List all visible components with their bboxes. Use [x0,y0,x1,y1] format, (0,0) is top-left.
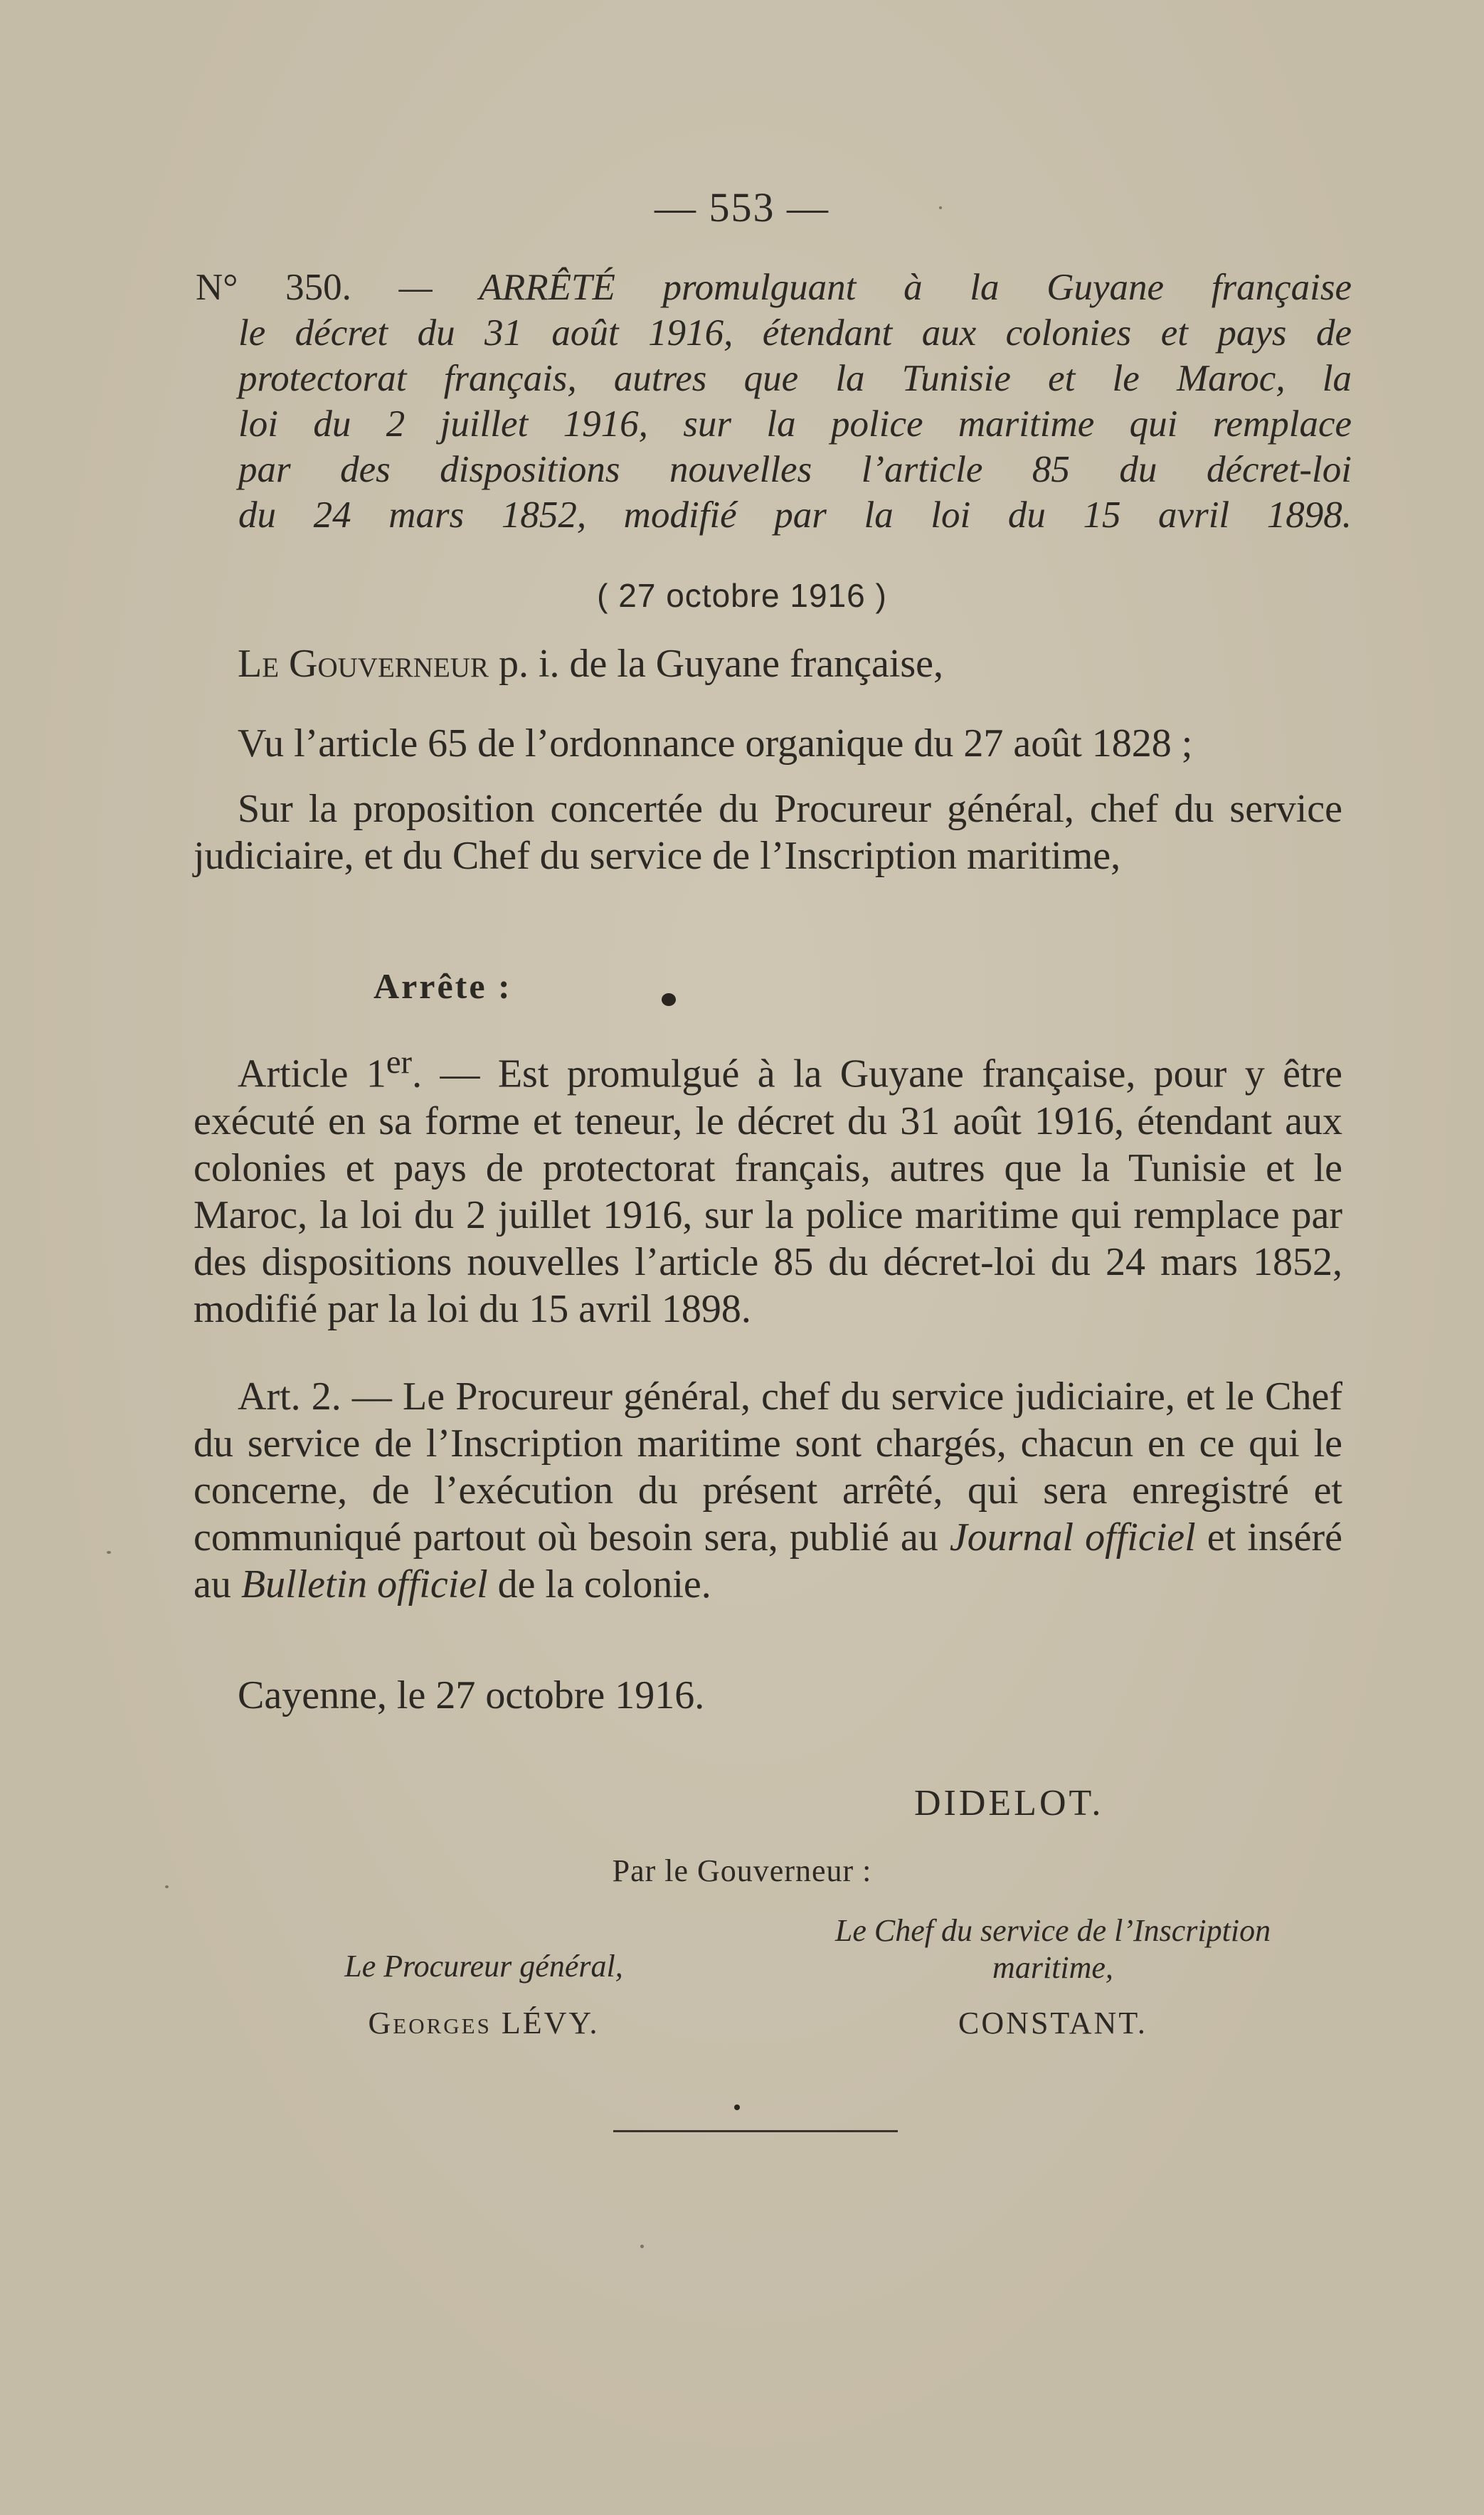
article-1: Article 1er. — Est promulgué à la Guyane française, pour y être exécuté en sa forme et teneur, le décret du 31 août 1916, étendant aux colonies et pays de protectorat français, autres que la Tunisie et le Maroc, la loi du 2 juillet 1916, sur la police maritime qui remplace par des dispositions nouvelles l’article 85 du décret-loi du 24 mars 1852, modifié par la loi du 15 avril 1898. [194,1044,1342,1331]
paper-speck [939,206,942,209]
title-line-1: N° 350. — ARRÊTÉ promulguant à la Guyane française [196,267,1352,308]
paper-speck [640,2245,644,2248]
title-line-4: loi du 2 juillet 1916, sur la police maritime qui remplace [238,403,1352,445]
paper-speck [165,1885,169,1888]
sur-paragraph: Sur la proposition concertée du Procureur général, chef du service judiciaire, et du Chef du service de l’Inscription maritime, [194,787,1342,878]
page-number: — 553 — [654,184,830,231]
signature-didelot: DIDELOT. [914,1783,1104,1823]
journal-officiel: Journal officiel [949,1515,1196,1560]
ornament-dot [734,2104,740,2110]
decree-title [196,265,1352,538]
procureur-role: Le Procureur général, [344,1949,623,1984]
par-le-gouverneur: Par le Gouverneur : [612,1853,872,1888]
inscription-name: CONSTANT. [958,2006,1148,2040]
procureur-name: Georges LÉVY. [368,2006,600,2040]
title-line-2: le décret du 31 août 1916, étendant aux colonies et pays de [238,312,1352,354]
bulletin-officiel: Bulletin officiel [240,1562,488,1606]
governor-title: Le Gouverneur [238,642,489,686]
article-2: Art. 2. — Le Procureur général, chef du service judiciaire, et le Chef du service de l’Inscription maritime sont chargés, chacun en ce qui le concerne, de l’exécution du présent arrêté, qui sera enregistré et communiqué partout où besoin sera, publié au Journal officiel et inséré au Bulletin officiel de la colonie. [194,1375,1343,1606]
decree-date: ( 27 octobre 1916 ) [597,577,887,614]
inscription-role-line2: maritime, [992,1950,1113,1985]
title-line-5: par des dispositions nouvelles l’article 85 du décret-loi [238,449,1352,490]
signature-procureur [263,1948,704,2042]
title-line-6: du 24 mars 1852, modifié par la loi du 15 avril 1898. [238,494,1352,536]
title-line-3: protectorat français, autres que la Tunisie et le Maroc, la [238,358,1352,399]
place-date: Cayenne, le 27 octobre 1916. [238,1673,705,1717]
signature-inscription [740,1912,1366,2042]
article-1-label: Article 1 [238,1052,386,1096]
end-rule [613,2130,898,2132]
arrete-heading: Arrête : [373,966,512,1006]
paper-speck [107,1551,111,1554]
inscription-role-line1: Le Chef du service de l’Inscription [834,1913,1271,1948]
decree-number: N° 350. [196,267,351,308]
governor-heading: Le Gouverneur p. i. de la Guyane française, [238,642,944,686]
vu-paragraph: Vu l’article 65 de l’ordonnance organique du 27 août 1828 ; [238,721,1193,766]
ink-blot [662,993,676,1006]
